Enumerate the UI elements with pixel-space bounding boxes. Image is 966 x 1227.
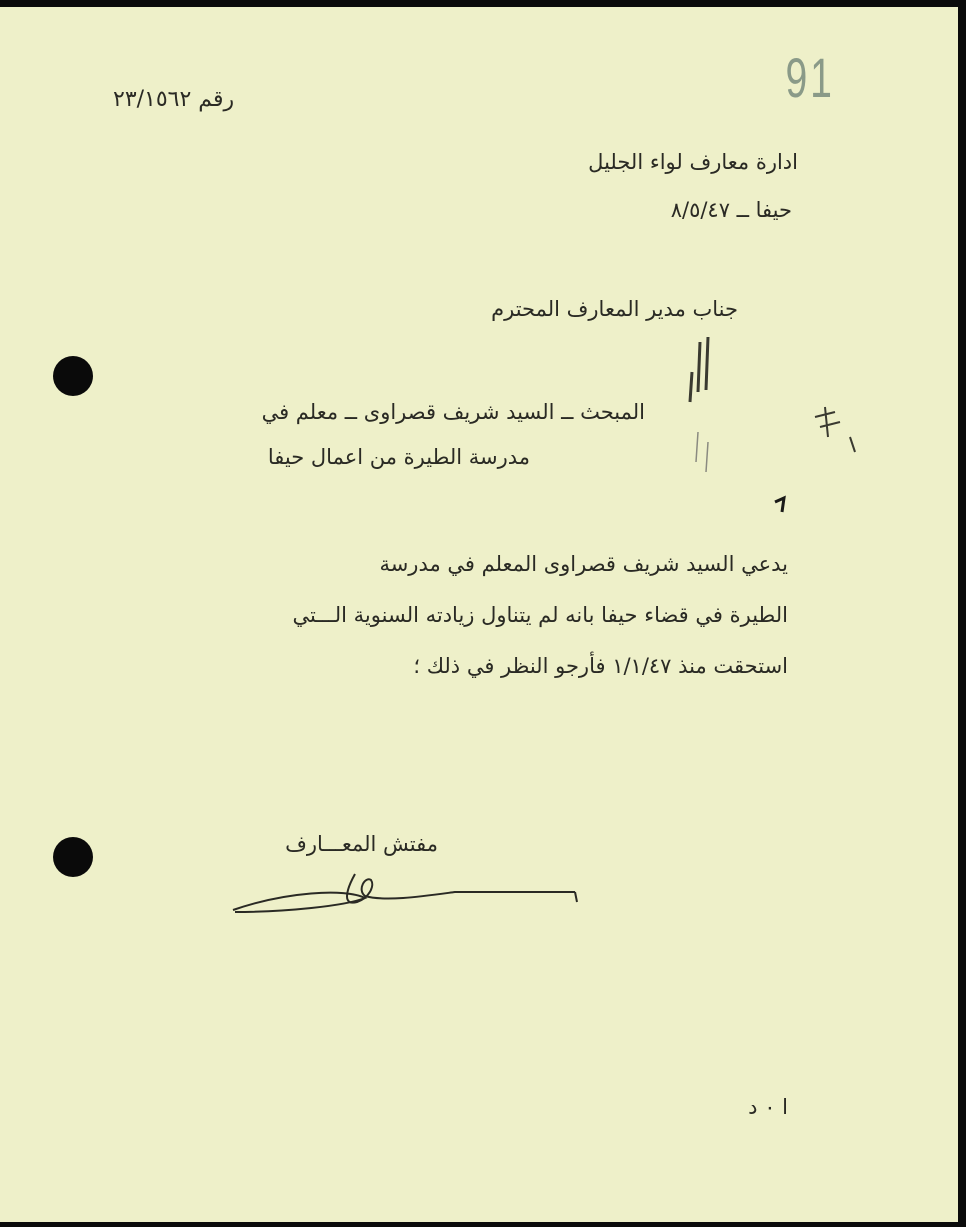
addressee: جناب مدير المعارف المحترم — [491, 297, 738, 321]
body-line-1: يدعي السيد شريف قصراوى المعلم في مدرسة — [379, 552, 788, 576]
subject-line-1: المبحث ــ السيد شريف قصراوى ــ معلم في — [261, 400, 645, 424]
page-number: 91 — [785, 46, 835, 109]
document-page — [0, 7, 958, 1222]
place-date: حيفا ــ ٨/٥/٤٧ — [670, 198, 792, 222]
signer-title: مفتش المعـــارف — [285, 832, 438, 856]
reference-number: رقم ٢٣/١٥٦٢ — [113, 87, 235, 112]
body-line-3: استحقت منذ ١/١/٤٧ فأرجو النظر في ذلك ؛ — [413, 654, 788, 678]
margin-scribble — [800, 392, 870, 472]
punch-hole-top — [53, 356, 93, 396]
punch-hole-bottom — [53, 837, 93, 877]
margin-check-mark — [760, 482, 800, 522]
subject-line-2: مدرسة الطيرة من اعمال حيفا — [267, 445, 530, 469]
signature — [225, 862, 585, 922]
footer-initials: ا ٠ د — [748, 1095, 788, 1119]
department-name: ادارة معارف لواء الجليل — [588, 150, 798, 174]
margin-pencil-mark — [670, 332, 730, 482]
body-line-2: الطيرة في قضاء حيفا بانه لم يتناول زيادته السنوية الـــتي — [292, 603, 788, 627]
